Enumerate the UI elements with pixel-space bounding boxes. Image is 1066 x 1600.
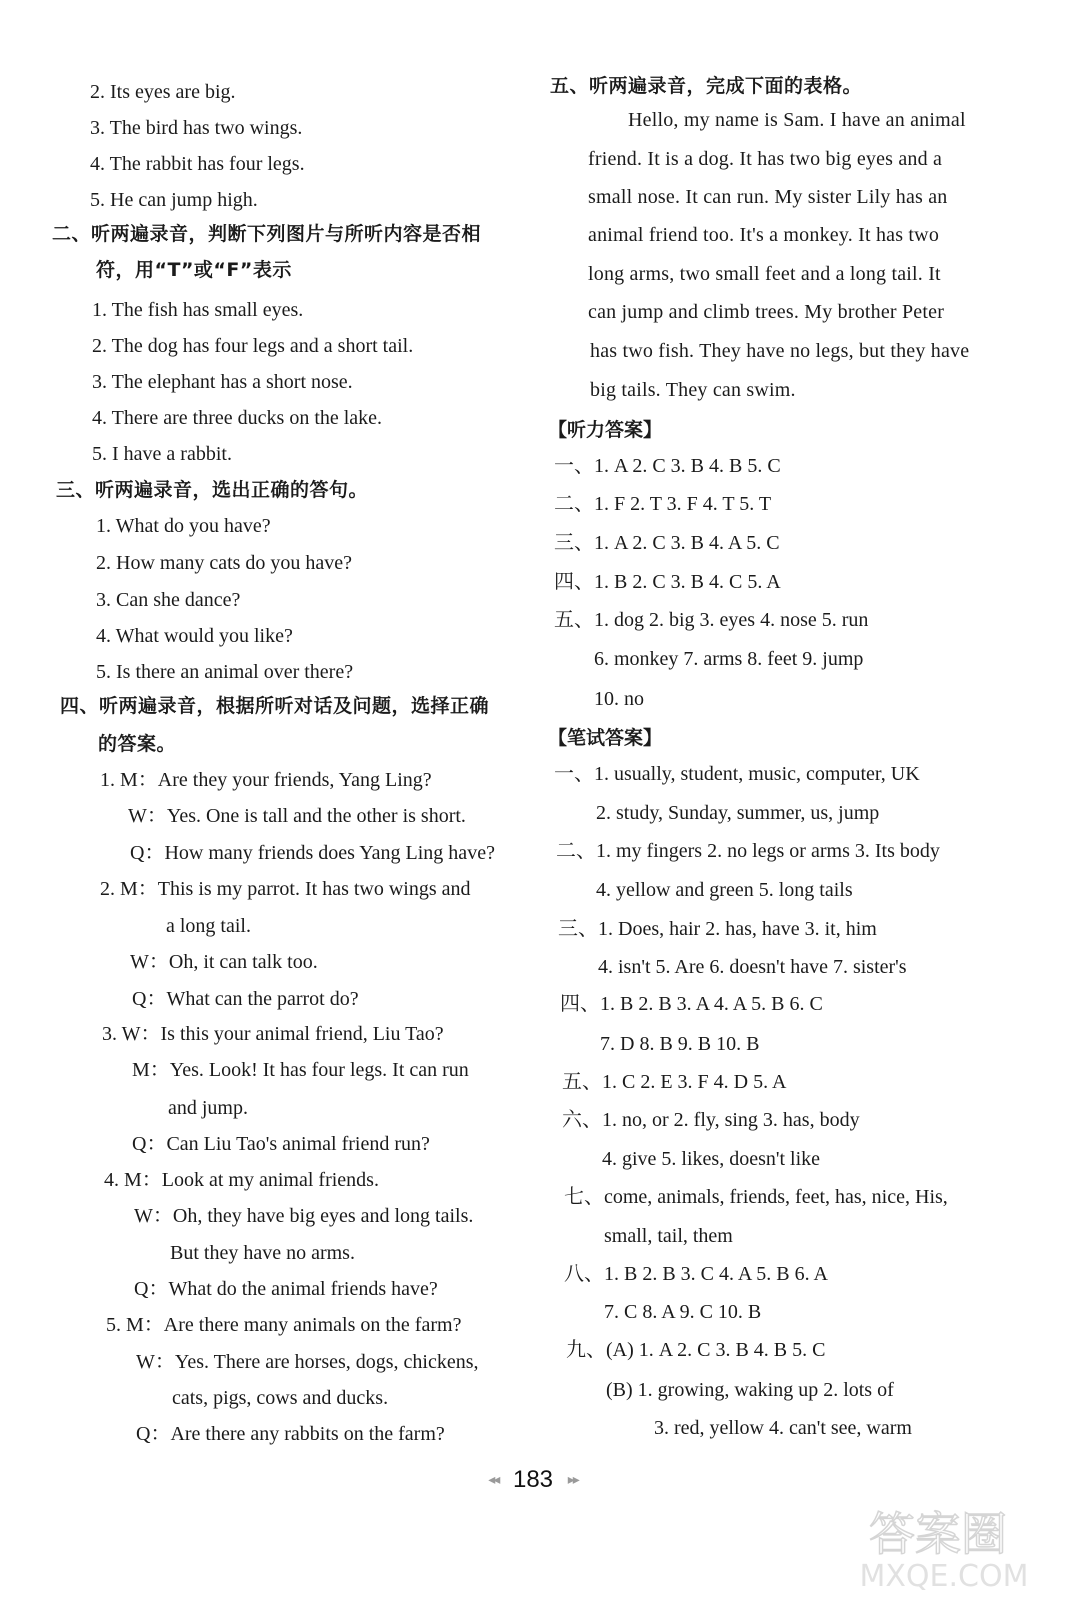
right-answer-line: 4. isn't 5. Are 6. doesn't have 7. sister's (598, 956, 907, 978)
left-question-line: cats, pigs, cows and ducks. (172, 1387, 389, 1409)
left-section-heading: 二、听两遍录音，判断下列图片与所听内容是否相 (52, 223, 482, 245)
left-question-line: But they have no arms. (170, 1242, 355, 1264)
right-answer-line: 三、1. A 2. C 3. B 4. A 5. C (554, 532, 780, 554)
watermark-text-top: 答案圈 (869, 1507, 1007, 1561)
left-question-line: 3. The bird has two wings. (90, 117, 303, 139)
right-answer-line: 四、1. B 2. C 3. B 4. C 5. A (554, 571, 781, 593)
right-answer-line: 六、1. no, or 2. fly, sing 3. has, body (562, 1109, 860, 1131)
watermark-logo (826, 1498, 1056, 1594)
left-question-line: 4. M：Look at my animal friends. (104, 1169, 379, 1191)
left-question-line: W：Yes. One is tall and the other is short. (128, 805, 466, 827)
right-answer-line: 7. D 8. B 9. B 10. B (600, 1033, 760, 1055)
right-passage-line: long arms, two small feet and a long tail. It (588, 263, 941, 285)
right-answer-line: 二、1. my fingers 2. no legs or arms 3. Its body (556, 840, 940, 862)
left-question-line: Q：How many friends does Yang Ling have? (130, 842, 495, 864)
right-answer-line: 10. no (594, 688, 644, 710)
left-question-line: 5. Is there an animal over there? (96, 661, 354, 683)
left-question-line: 2. The dog has four legs and a short tail. (92, 335, 414, 357)
right-passage-line: animal friend too. It's a monkey. It has two (588, 224, 940, 246)
left-question-line: 3. The elephant has a short nose. (92, 371, 353, 393)
right-answer-line: 五、1. C 2. E 3. F 4. D 5. A (562, 1071, 787, 1093)
right-answer-line: 2. study, Sunday, summer, us, jump (596, 802, 880, 824)
right-answer-heading: 【听力答案】 (548, 419, 663, 441)
left-question-line: 4. The rabbit has four legs. (90, 153, 305, 175)
right-answer-line: 三、1. Does, hair 2. has, have 3. it, him (558, 918, 877, 940)
next-page-arrows[interactable]: ▸▸ (567, 1471, 578, 1487)
left-question-line: 2. How many cats do you have? (96, 552, 353, 574)
left-question-line: 1. What do you have? (96, 515, 271, 537)
right-answer-line: 八、1. B 2. B 3. C 4. A 5. B 6. A (564, 1263, 828, 1285)
right-answer-line: 6. monkey 7. arms 8. feet 9. jump (594, 648, 864, 670)
left-question-line: 5. M：Are there many animals on the farm? (106, 1314, 462, 1336)
left-question-line: 4. What would you like? (96, 625, 293, 647)
right-answer-line: small, tail, them (604, 1225, 733, 1247)
right-answer-line: (B) 1. growing, waking up 2. lots of (606, 1379, 894, 1401)
right-answer-line: 4. give 5. likes, doesn't like (602, 1148, 821, 1170)
right-answer-line: 7. C 8. A 9. C 10. B (604, 1301, 762, 1323)
left-question-line: 1. The fish has small eyes. (92, 299, 304, 321)
left-question-line: 2. M：This is my parrot. It has two wings and (100, 878, 471, 900)
left-question-line: and jump. (168, 1097, 248, 1119)
left-question-line: M：Yes. Look! It has four legs. It can run (132, 1059, 469, 1081)
right-answer-line: 一、1. usually, student, music, computer, UK (554, 763, 920, 785)
left-question-line: W：Oh, they have big eyes and long tails. (134, 1205, 474, 1227)
prev-page-arrows[interactable]: ◂◂ (488, 1471, 499, 1487)
right-answer-line: 五、1. dog 2. big 3. eyes 4. nose 5. run (554, 609, 869, 631)
left-question-line: Q：What do the animal friends have? (134, 1278, 438, 1300)
right-section-heading: 五、听两遍录音，完成下面的表格。 (550, 75, 863, 97)
left-question-line: Q：Can Liu Tao's animal friend run? (132, 1133, 430, 1155)
left-question-line: 1. M：Are they your friends, Yang Ling? (100, 769, 432, 791)
right-answer-line: 四、1. B 2. B 3. A 4. A 5. B 6. C (560, 993, 823, 1015)
left-section-heading: 三、听两遍录音，选出正确的答句。 (56, 479, 369, 501)
left-question-line: 5. I have a rabbit. (92, 443, 232, 465)
right-passage-line: can jump and climb trees. My brother Peter (588, 301, 945, 323)
left-question-line: 5. He can jump high. (90, 189, 258, 211)
right-passage-line: big tails. They can swim. (590, 379, 796, 401)
left-section-heading: 符，用“T”或“F”表示 (96, 259, 292, 281)
left-question-line: 4. There are three ducks on the lake. (92, 407, 383, 429)
left-question-line: Q：What can the parrot do? (132, 988, 359, 1010)
left-question-line: W：Yes. There are horses, dogs, chickens, (136, 1351, 479, 1373)
right-answer-line: 4. yellow and green 5. long tails (596, 879, 853, 901)
right-passage-line: Hello, my name is Sam. I have an animal (628, 109, 966, 131)
right-answer-line: 3. red, yellow 4. can't see, warm (654, 1417, 912, 1439)
right-answer-line: 七、come, animals, friends, feet, has, nice, His, (564, 1186, 948, 1208)
page-footer (0, 1466, 1066, 1494)
left-section-heading: 的答案。 (98, 733, 177, 755)
right-passage-line: has two fish. They have no legs, but they have (590, 340, 970, 362)
page-number: 183 (512, 1466, 554, 1493)
left-question-line: Q：Are there any rabbits on the farm? (136, 1423, 445, 1445)
watermark-text-bottom: MXQE.COM (859, 1559, 1029, 1594)
left-question-line: 3. Can she dance? (96, 589, 241, 611)
left-question-line: 2. Its eyes are big. (90, 81, 236, 103)
left-question-line: a long tail. (166, 915, 251, 937)
right-passage-line: friend. It is a dog. It has two big eyes and a (588, 148, 943, 170)
right-answer-line: 九、(A) 1. A 2. C 3. B 4. B 5. C (566, 1339, 826, 1361)
left-question-line: 3. W：Is this your animal friend, Liu Tao? (102, 1023, 444, 1045)
left-section-heading: 四、听两遍录音，根据所听对话及问题，选择正确 (60, 695, 490, 717)
right-answer-line: 一、1. A 2. C 3. B 4. B 5. C (554, 455, 781, 477)
right-answer-line: 二、1. F 2. T 3. F 4. T 5. T (554, 493, 772, 515)
left-question-line: W：Oh, it can talk too. (130, 951, 318, 973)
right-passage-line: small nose. It can run. My sister Lily has an (588, 186, 948, 208)
right-answer-heading: 【笔试答案】 (548, 727, 663, 749)
